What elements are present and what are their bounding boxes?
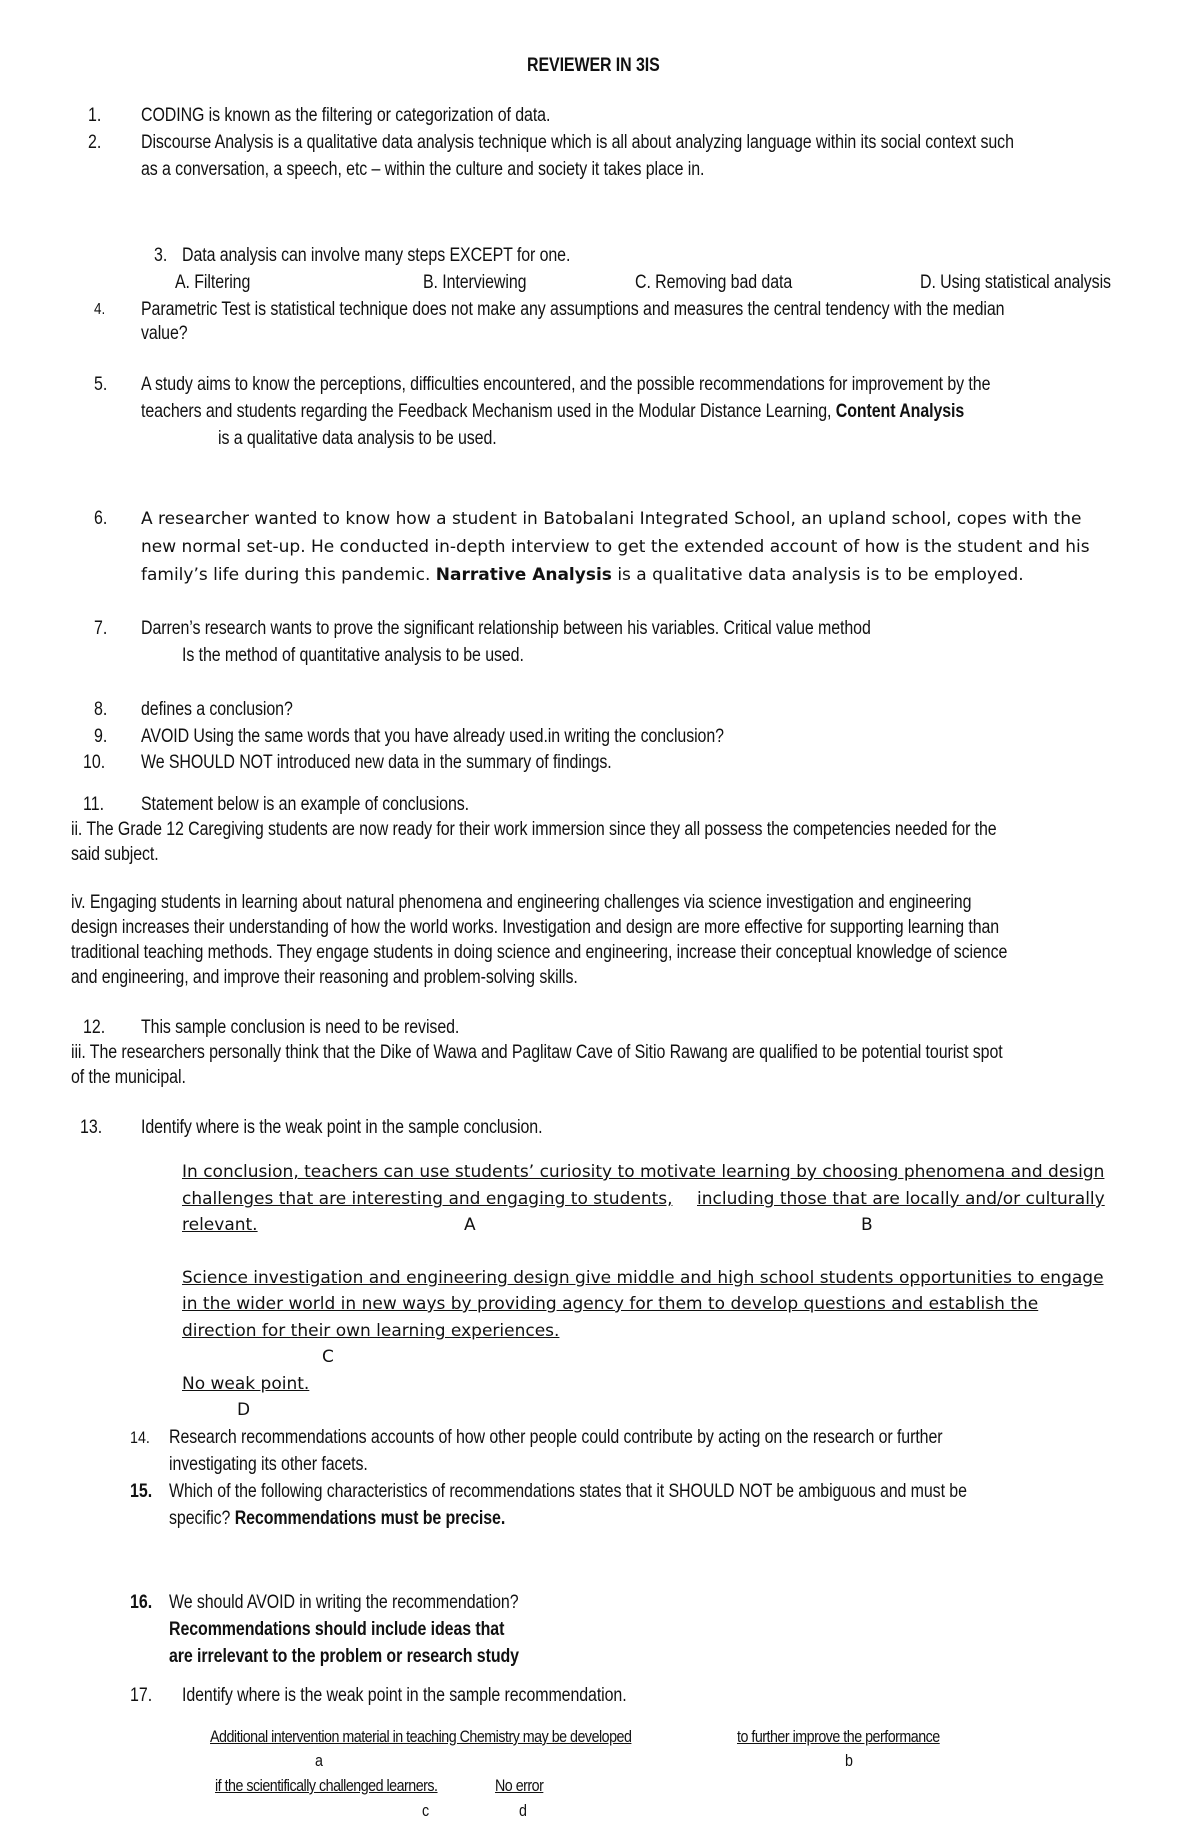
- item-number: 2.: [88, 132, 102, 153]
- item-5-line: teachers and students regarding the Feedback Mechanism used in the Modular Distance Learning, Content Analysis: [141, 401, 965, 422]
- option-a: A. Filtering: [175, 272, 251, 293]
- item-12-text: This sample conclusion is need to be revised.: [141, 1017, 460, 1038]
- sample-a-text: Additional intervention material in teaching Chemistry may be developed: [210, 1727, 632, 1746]
- sample-b-text: to further improve the performance: [737, 1727, 940, 1746]
- item-7-line: Darren’s research wants to prove the significant relationship between his variables. Critical value method: [141, 618, 871, 639]
- sample-c-line: in the wider world in new ways by providing agency for them to develop questions and establish the: [182, 1294, 1039, 1314]
- option-d: D. Using statistical analysis: [920, 272, 1111, 293]
- item-4-line: value?: [141, 323, 188, 344]
- item-16-answer-line: are irrelevant to the problem or research study: [169, 1646, 519, 1667]
- item-5-line: A study aims to know the perceptions, difficulties encountered, and the possible recommendations for improvement by the: [141, 374, 991, 395]
- choice-label-b: b: [845, 1751, 853, 1770]
- item-number: 10.: [83, 752, 106, 773]
- choice-label-c: C: [322, 1347, 334, 1367]
- item-17-text: Identify where is the weak point in the sample recommendation.: [182, 1685, 627, 1706]
- item-number: 7.: [94, 618, 108, 639]
- option-b: B. Interviewing: [423, 272, 527, 293]
- sample-d-text: No weak point.: [182, 1374, 310, 1394]
- conclusion-ii-line: said subject.: [71, 844, 159, 865]
- conclusion-iii-line: iii. The researchers personally think that the Dike of Wawa and Paglitaw Cave of Sitio Rawang are qualified to be potential tourist spot: [71, 1042, 1003, 1063]
- item-number: 11.: [83, 794, 105, 815]
- sample-a-line: relevant.: [182, 1215, 258, 1235]
- item-10-text: We SHOULD NOT introduced new data in the summary of findings.: [141, 752, 612, 773]
- choice-label-a: A: [464, 1215, 476, 1235]
- page-title: REVIEWER IN 3IS: [527, 55, 660, 76]
- conclusion-ii-line: ii. The Grade 12 Caregiving students are now ready for their work immersion since they all possess the competencies needed for the: [71, 819, 997, 840]
- item-6-line: new normal set-up. He conducted in-depth interview to get the extended account of how is the student and his: [141, 537, 1090, 557]
- item-number: 6.: [94, 508, 108, 529]
- item-15-line: specific? Recommendations must be precise.: [169, 1508, 506, 1529]
- item-2-line: as a conversation, a speech, etc – within the culture and society it takes place in.: [141, 159, 705, 180]
- item-9-text: AVOID Using the same words that you have already used.in writing the conclusion?: [141, 726, 724, 747]
- conclusion-iv-line: iv. Engaging students in learning about natural phenomena and engineering challenges via science investigation and engineering: [71, 892, 972, 913]
- item-number: 3.: [154, 245, 168, 266]
- item-number: 5.: [94, 374, 108, 395]
- item-16-text: We should AVOID in writing the recommendation?: [169, 1592, 519, 1613]
- item-number: 1.: [88, 105, 102, 126]
- item-number: 8.: [94, 699, 108, 720]
- item-4-line: Parametric Test is statistical technique does not make any assumptions and measures the central tendency with the median: [141, 299, 1005, 320]
- item-number: 14.: [130, 1428, 150, 1447]
- sample-c-line: direction for their own learning experiences.: [182, 1321, 560, 1341]
- item-11-text: Statement below is an example of conclusions.: [141, 794, 470, 815]
- item-6-line: A researcher wanted to know how a student in Batobalani Integrated School, an upland school, copes with the: [141, 509, 1082, 529]
- sample-a-line: challenges that are interesting and engaging to students,: [182, 1189, 673, 1209]
- choice-label-d: d: [519, 1801, 527, 1820]
- conclusion-iii-line: of the municipal.: [71, 1067, 186, 1088]
- item-number: 17.: [130, 1685, 153, 1706]
- option-c: C. Removing bad data: [635, 272, 793, 293]
- choice-label-d: D: [237, 1400, 251, 1420]
- item-2-line: Discourse Analysis is a qualitative data analysis technique which is all about analyzing language within its social context such: [141, 132, 1014, 153]
- choice-label-b: B: [861, 1215, 873, 1235]
- sample-b-line: including those that are locally and/or culturally: [697, 1189, 1105, 1209]
- item-6-line: family’s life during this pandemic. Narrative Analysis is a qualitative data analysis is to be employed.: [141, 565, 1024, 585]
- choice-label-c: c: [422, 1801, 430, 1820]
- item-5-line: is a qualitative data analysis to be used.: [218, 428, 497, 449]
- sample-d-text: No error: [495, 1776, 544, 1795]
- item-number: 4.: [94, 301, 106, 318]
- item-14-line: investigating its other facets.: [169, 1454, 368, 1475]
- conclusion-iv-line: traditional teaching methods. They engage students in doing science and engineering, increase their conceptual knowledge of science: [71, 942, 1008, 963]
- item-14-line: Research recommendations accounts of how other people could contribute by acting on the research or further: [169, 1427, 943, 1448]
- item-15-line: Which of the following characteristics of recommendations states that it SHOULD NOT be ambiguous and must be: [169, 1481, 967, 1502]
- item-number: 13.: [80, 1117, 103, 1138]
- conclusion-iv-line: design increases their understanding of how the world works. Investigation and design are more effective for supporting learning than: [71, 917, 1000, 938]
- item-number: 15.: [130, 1481, 153, 1502]
- item-8-text: defines a conclusion?: [141, 699, 293, 720]
- item-number: 12.: [83, 1017, 106, 1038]
- sample-a-line: In conclusion, teachers can use students’ curiosity to motivate learning by choosing phenomena and design: [182, 1162, 1105, 1182]
- item-number: 16.: [130, 1592, 153, 1613]
- conclusion-iv-line: and engineering, and improve their reasoning and problem-solving skills.: [71, 967, 578, 988]
- item-3-text: Data analysis can involve many steps EXCEPT for one.: [182, 245, 571, 266]
- item-7-line: Is the method of quantitative analysis to be used.: [182, 645, 524, 666]
- item-13-text: Identify where is the weak point in the sample conclusion.: [141, 1117, 543, 1138]
- item-1-text: CODING is known as the filtering or categorization of data.: [141, 105, 551, 126]
- choice-label-a: a: [315, 1751, 323, 1770]
- item-number: 9.: [94, 726, 108, 747]
- item-16-answer-line: Recommendations should include ideas that: [169, 1619, 505, 1640]
- sample-c-line: Science investigation and engineering design give middle and high school students opportunities to engage: [182, 1268, 1104, 1288]
- sample-c-text: if the scientifically challenged learners.: [215, 1776, 438, 1795]
